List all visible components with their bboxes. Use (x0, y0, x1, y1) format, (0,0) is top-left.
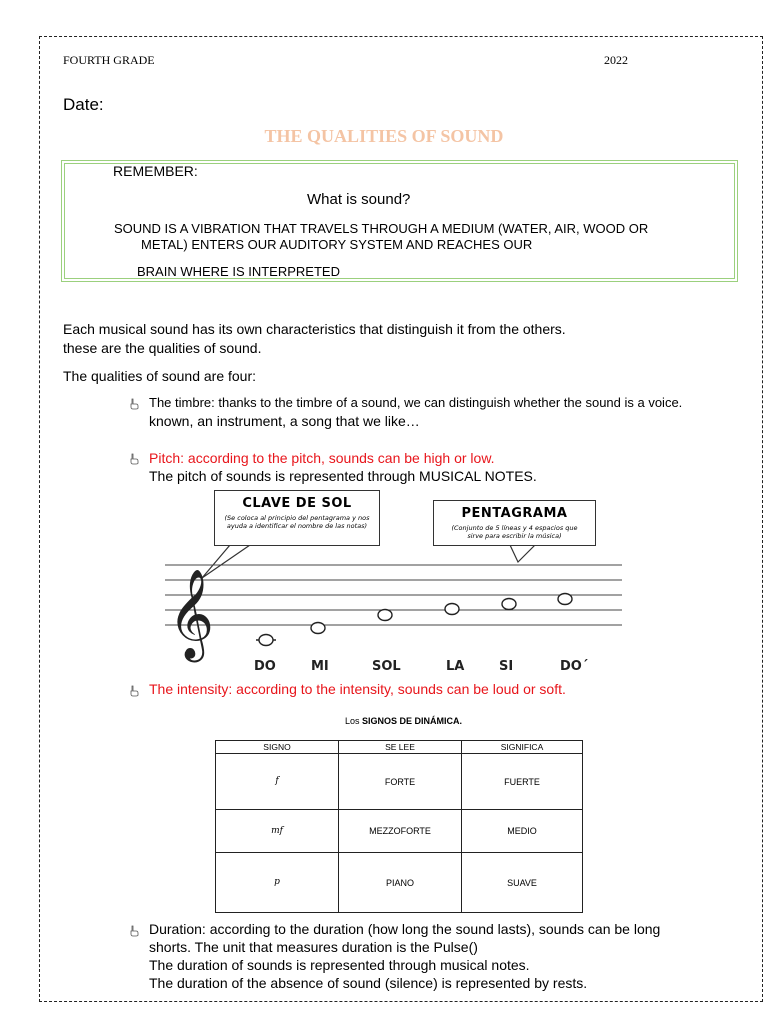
dyn-sign-p: p (216, 853, 339, 913)
dyn-means-medio: MEDIO (462, 810, 583, 853)
dyn-means-fuerte: FUERTE (462, 754, 583, 810)
duration-line3: The duration of sounds is represented through musical notes. (149, 957, 530, 973)
dynamics-table (215, 740, 583, 913)
duration-line1: Duration: according to the duration (how long the sound lasts), sounds can be long (149, 921, 661, 937)
dyn-sign-mf: mf (216, 810, 339, 853)
note-label-do-high: DO´ (560, 659, 589, 674)
note-label-si: SI (499, 659, 514, 674)
pitch-line1: Pitch: according to the pitch, sounds can be high or low. (149, 450, 495, 466)
note-label-la: LA (446, 659, 465, 674)
year-label: 2022 (604, 53, 628, 67)
clave-title: CLAVE DE SOL (242, 496, 352, 511)
penta-title: PENTAGRAMA (461, 506, 568, 521)
hand-bullet-icon (129, 398, 139, 410)
hand-bullet-icon (129, 685, 139, 697)
duration-line4: The duration of the absence of sound (silence) is represented by rests. (149, 975, 588, 991)
intensity-line1: The intensity: according to the intensity, sounds can be loud or soft. (149, 681, 566, 697)
note-do (259, 635, 273, 646)
dynamics-title: Los SIGNOS DE DINÁMICA. (345, 716, 463, 726)
note-la (445, 604, 459, 615)
pitch-line2: The pitch of sounds is represented through MUSICAL NOTES. (149, 468, 537, 484)
dyn-sign-f: f (216, 754, 339, 810)
note-si (502, 599, 516, 610)
date-label: Date: (63, 95, 104, 114)
remember-line3: BRAIN WHERE IS INTERPRETED (137, 264, 340, 279)
note-do-high (558, 594, 572, 605)
table-row (216, 754, 583, 810)
dyn-header-significa: SIGNIFICA (462, 741, 583, 754)
intro-line3: The qualities of sound are four: (63, 368, 257, 384)
hand-bullet-icon (129, 453, 139, 465)
note-label-do: DO (254, 659, 276, 674)
note-label-sol: SOL (372, 659, 401, 674)
intro-line1: Each musical sound has its own characteristics that distinguish it from the others. (63, 321, 566, 337)
dyn-means-suave: SUAVE (462, 853, 583, 913)
treble-clef-icon: 𝄞 (168, 569, 215, 659)
intro-line2: these are the qualities of sound. (63, 340, 262, 356)
note-sol (378, 610, 392, 621)
remember-question: What is sound? (307, 191, 411, 208)
grade-label: FOURTH GRADE (63, 53, 155, 67)
dyn-header-se-lee: SE LEE (339, 741, 462, 754)
dyn-read-piano: PIANO (339, 853, 462, 913)
clave-sub: (Se coloca al principio del pentagrama y nos ayuda a identificar el nombre de las notas) (224, 514, 370, 530)
remember-line1: SOUND IS A VIBRATION THAT TRAVELS THROUGH A MEDIUM (WATER, AIR, WOOD OR (114, 221, 649, 236)
table-row (216, 853, 583, 913)
staff-lines (165, 565, 622, 625)
note-label-mi: MI (311, 659, 329, 674)
timbre-line1: The timbre: thanks to the timbre of a sound, we can distinguish whether the sound is a voice. (149, 395, 683, 410)
penta-bubble (433, 500, 596, 546)
dyn-header-signo: SIGNO (216, 741, 339, 754)
remember-line2: METAL) ENTERS OUR AUDITORY SYSTEM AND REACHES OUR (141, 237, 533, 252)
table-row (216, 810, 583, 853)
page-title: THE QUALITIES OF SOUND (264, 126, 504, 146)
penta-sub: (Conjunto de 5 líneas y 4 espacios que sirve para escribir la música) (451, 524, 578, 540)
timbre-line2: known, an instrument, a song that we like… (149, 413, 420, 429)
clave-bubble (214, 490, 380, 546)
remember-label: REMEMBER: (113, 163, 198, 179)
dyn-read-forte: FORTE (339, 754, 462, 810)
dyn-read-mezzoforte: MEZZOFORTE (339, 810, 462, 853)
duration-line2: shorts. The unit that measures duration is the Pulse() (149, 939, 478, 955)
note-mi (311, 623, 325, 634)
hand-bullet-icon (129, 925, 139, 937)
